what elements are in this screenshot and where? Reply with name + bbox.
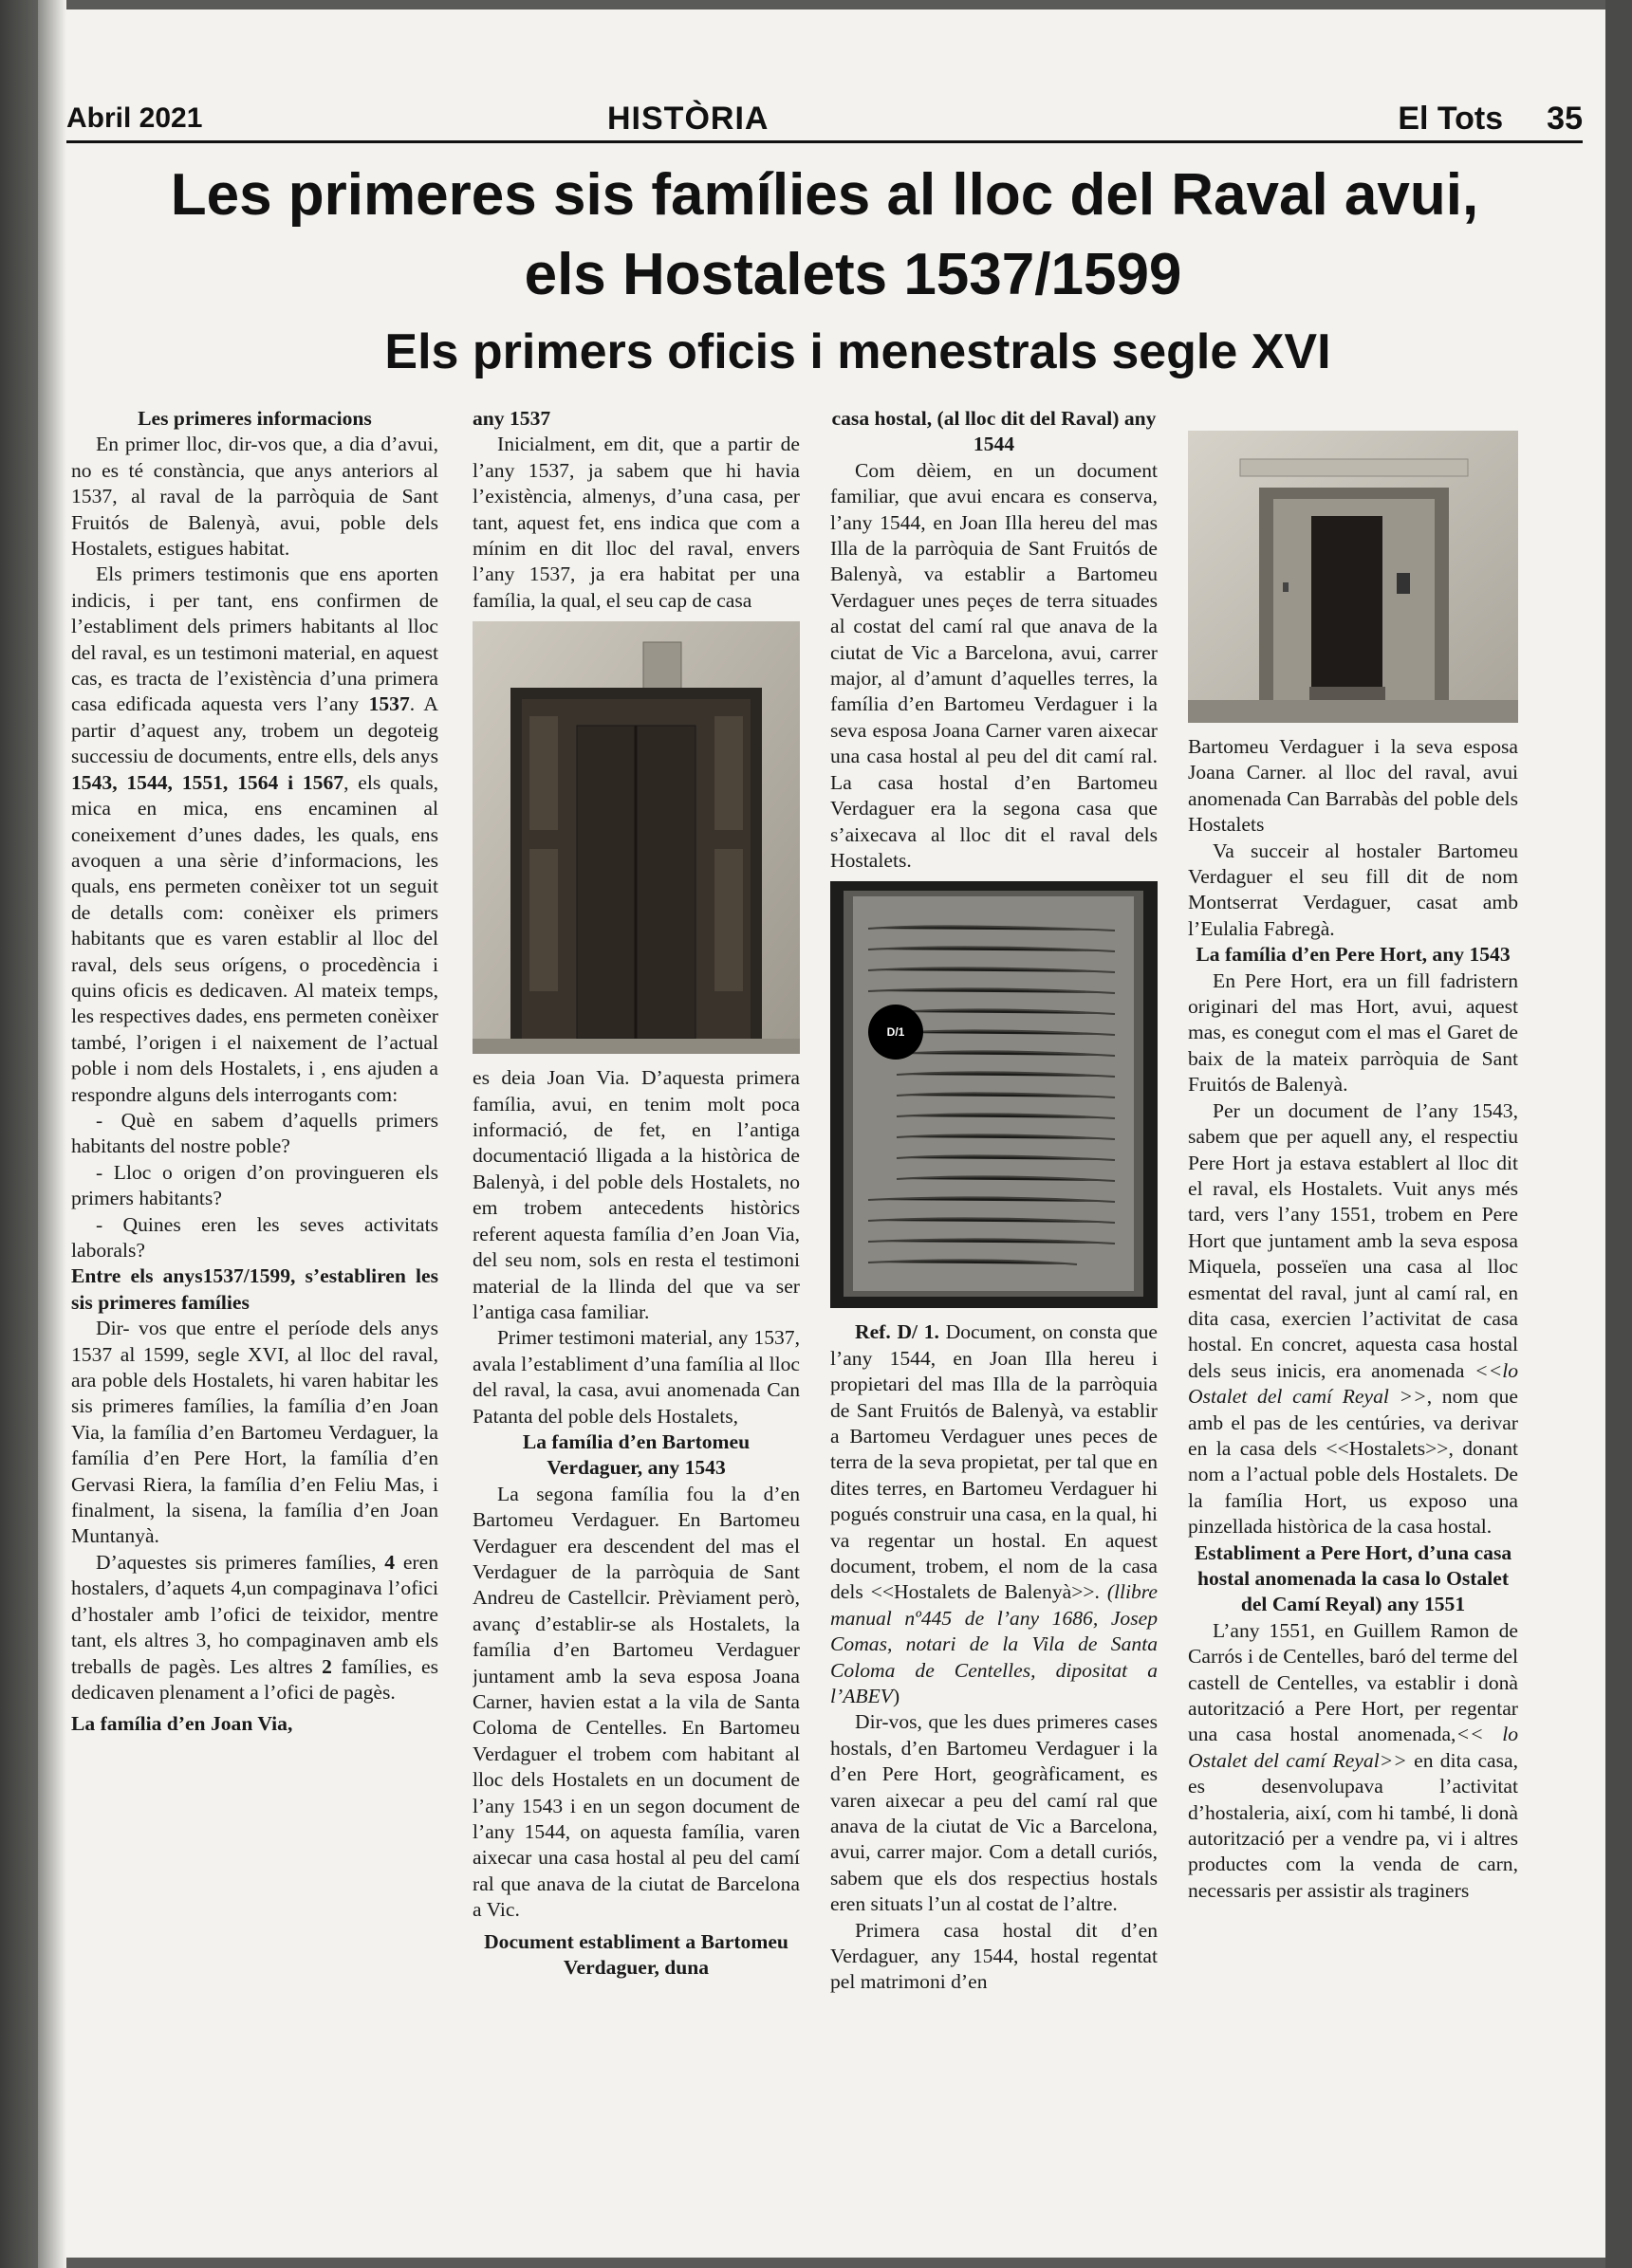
column-1 [71,406,438,2151]
column-4 [1188,406,1518,2151]
paragraph: es deia Joan Via. D’aquesta primera família, avui, en tenim molt poca informació, de fet, en l’antiga documentació lligada a la històrica de Balenyà, i del poble dels Hostalets, no em trobem antecedents històrics referent aquesta família d’en Joan Via, del seu nom, sols en resta el testimoni material de la llinda del que va ser l’antiga casa familiar. [473,1066,800,1323]
heading-familia-joan-via: La família d’en Joan Via, [71,1712,293,1736]
caption-ref: Ref. D/ 1. [855,1320,939,1344]
heading-establiment-pere-hort: Establiment a Pere Hort, d’una casa hostal anomenada la casa lo Ostalet del Camí Reyal) any 1551 [1194,1540,1512,1616]
paragraph: Dir- vos que entre el període dels anys 1537 al 1599, segle XVI, al lloc del raval, ara poble dels Hostalets, hi varen habitar les sis primeres famílies, la família d’en Joan Via, la família d’en Bartomeu Verdaguer, la família d’en Pere Hort, la família d’en Gervasi Riera, la família d’en Feliu Mas, i finalment, la sisena, la família d’en Joan Muntanyà. [71,1317,438,1548]
column-3 [830,406,1158,2151]
column-2 [473,406,800,2151]
paragraph: L’any 1551, en Guillem Ramon de Carrós i de Centelles, baró del terme del castell de Centelles, va establir i donà autorització a Pere Hort, per regentar una casa hostal anomenada,<< lo Ostalet del camí Reyal>> en dita casa, es desenvolupava l’activitat d’hostaleria, així, com hi també, li donà autorització per a vendre pa, vi i altres productes com la venda de carn, necessaris per assistir als traginers [1188,1618,1518,1902]
paragraph: D’aquestes sis primeres famílies, 4 eren hostalers, d’aquets 4,un compaginava l’ofici d’hostaler amb l’ofici de teixidor, mentre tant, els altres 3, ho compaginaven amb els treballs de pagès. Les altres 2 famílies, es dedicaven plenament a l’ofici de pagès. [71,1550,438,1704]
article-subtitle: Els primers oficis i menestrals segle XVI [384,324,1331,379]
question: - Lloc o origen d’on provingueren els primers habitants? [71,1160,438,1210]
heading-entre-anys: Entre els anys1537/1599, s’establiren les sis primeres famílies [71,1264,438,1314]
article-title-line1: Les primeres sis famílies al lloc del Raval avui, [170,162,1479,228]
header-rule [66,140,1583,143]
article-title-line2: els Hostalets 1537/1599 [524,242,1182,307]
question: - Què en sabem d’aquells primers habitants del nostre poble? [71,1108,438,1158]
publication-name: El Tots [1398,101,1504,137]
paragraph: En primer lloc, dir-vos que, a dia d’avui, no es té constància, que anys anteriors al 1537, al raval de la parròquia de Sant Fruitós de Balenyà, avui, poble dels Hostalets, estigues habitat. [71,433,438,561]
paragraph: Com dèiem, en un document familiar, que avui encara es conserva, l’any 1544, en Joan Illa hereu del mas Illa de la parròquia de Sant Fruitós de Balenyà, va establir a Bartomeu Verdaguer unes peçes de terra situades al costat del camí ral que anava de la ciutat de Vic a Barcelona, avui, carrer major, al d’amunt d’aquelles terres, la família d’en Bartomeu Verdaguer i la seva esposa Joana Carner varen aixecar una casa hostal al peu del dit camí ral. La casa hostal d’en Bartomeu Verdaguer era la segona casa que s’aixecava al lloc dit el raval dels Hostalets. [830,458,1158,872]
photo-historic-document [830,881,1158,1308]
paragraph: Primera casa hostal dit d’en Verdaguer, any 1544, hostal regentat pel matrimoni d’en [830,1918,1158,1994]
document-badge: D/1 [868,1005,923,1060]
paragraph: Els primers testimonis que ens aporten indicis, i per tant, ens confirmen de l’establiment dels primers habitants al lloc del raval, es un testimoni material, en aquest cas, es tracta de l’existència d’una primera casa edificada aquesta vers l’any 1537. A partir d’aquest any, trobem un degoteig successiu de documents, entre ells, dels anys 1543, 1544, 1551, 1564 i 1567, els quals, mica en mica, ens encaminen al coneixement d’unes dades, les quals, ens avoquen a una sèrie d’informacions, les quals, ens permeten conèixer tot un seguit de detalls com: conèixer els primers habitants que es varen establir al lloc del raval, dels seus orígens, o procedència i quins oficis es dedicaven. Al mateix temps, les respectives dades, ens permeten conèixer també, l’origen i el naixement de l’actual poble i nom dels Hostalets, i , ens ajuden a respondre alguns dels interrogants com: [71,562,438,1106]
heading-familia-bartomeu-verdaguer: La família d’en Bartomeu Verdaguer, any 1543 [522,1429,751,1480]
heading-document-establiment: Document establiment a Bartomeu Verdaguer, duna [484,1929,788,1980]
heading-any-1537: any 1537 [473,407,551,430]
paragraph: Va succeir al hostaler Bartomeu Verdaguer el seu fill dit de nom Montserrat Verdaguer, casat amb l’Eulalia Fabregà. [1188,839,1518,940]
page-spine-shadow [38,0,66,2268]
heading-familia-pere-hort: La família d’en Pere Hort, any 1543 [1196,943,1511,967]
paragraph: Bartomeu Verdaguer i la seva esposa Joana Carner. al lloc del raval, avui anomenada Can Barrabàs del poble dels Hostalets [1188,735,1518,837]
heading-primeres-informacions: Les primeres informacions [138,407,372,430]
photo-doorway-can-patanta [473,621,800,1054]
heading-casa-hostal-1544: casa hostal, (al lloc dit del Raval) any 1544 [831,407,1157,456]
paragraph: Primer testimoni material, any 1537, avala l’establiment d’una família al lloc del raval, la casa, avui anomenada Can Patanta del poble dels Hostalets, [473,1326,800,1428]
paragraph: Dir-vos, que les dues primeres cases hostals, d’en Bartomeu Verdaguer i la d’en Pere Hort, geogràficament, es varen aixecar a peu del camí ral que anava de la ciutat de Vic a Barcelona, avui, carrer major. Com a detall curiós, sabem que els dos respectius hostals eren situats l’un al costat de l’altre. [830,1710,1158,1916]
paragraph: Inicialment, em dit, que a partir de l’any 1537, ja sabem que hi havia l’existència, almenys, d’una casa, per tant, aquest fet, ens indica que com a mínim en dit lloc del raval, envers l’any 1537, ja era habitat per una família, la qual, el seu cap de casa [473,433,800,612]
scan-edge [1605,0,1632,2268]
section-name: HISTÒRIA [607,101,770,137]
paragraph: Per un document de l’any 1543, sabem que per aquell any, el respectiu Pere Hort ja estava establert al lloc dit el raval, els Hostalets. Vuit anys més tard, vers l’any 1551, trobem en Pere Hort que juntament amb la seva esposa Miquela, posseïen una casa al lloc esmentat del raval, junt al camí ral, en dita casa, exercien l’activitat de casa hostal. En concret, aquesta casa hostal dels seus inicis, era anomenada <<lo Ostalet del camí Reyal >>, nom que amb el pas de les centúries, va derivar en la casa dels <<Hostalets>>, donant nom a l’actual poble dels Hostalets. De la família Hort, us exposo una pinzellada històrica de la casa hostal. [1188,1098,1518,1539]
issue-date: Abril 2021 [66,102,203,134]
question: - Quines eren les seves activitats laborals? [71,1212,438,1262]
page-number: 35 [1547,101,1583,137]
photo-caption: Ref. D/ 1. Document, on consta que l’any 1544, en Joan Illa hereu i propietari del mas Illa de la parròquia de Sant Fruitós de Balenyà, va establir a Bartomeu Verdaguer unes peces de terra de la seva propietat, per tal que en dites terres, en Bartomeu Verdaguer hi pogués construir una casa, en la qual, hi va regentar un hostal. En aquest document, trobem, el nom de la casa dels <<Hostalets de Balenyà>>. (llibre manual nº445 de l’any 1686, Josep Comas, notari de la Vila de Santa Coloma de Centelles, dipositat a l’ABEV) [830,1320,1158,1707]
paragraph: En Pere Hort, era un fill fadristern originari del mas Hort, avui, aquest mas, es conegut com el mas el Garet de baix de la mateix parròquia de Sant Fruitós de Balenyà. [1188,968,1518,1097]
paragraph: La segona família fou la d’en Bartomeu Verdaguer. En Bartomeu Verdaguer era descendent del mas el Verdaguer de la parròquia de Sant Andreu de Castellcir. Prèviament però, avanç d’establir-se als Hostalets, la família d’en Bartomeu Verdaguer juntament amb la seva esposa Joana Carner, havien estat a la vila de Santa Coloma de Centelles. En Bartomeu Verdaguer el trobem com habitant al lloc dels Hostalets en un document de l’any 1543 i en un segon document de l’any 1544, on aquesta família, varen aixecar una casa hostal al peu del camí ral que anava de la ciutat de Barcelona a Vic. [473,1482,800,1922]
publication-header [1398,93,1583,144]
photo-doorway-can-barrabas [1188,431,1518,723]
